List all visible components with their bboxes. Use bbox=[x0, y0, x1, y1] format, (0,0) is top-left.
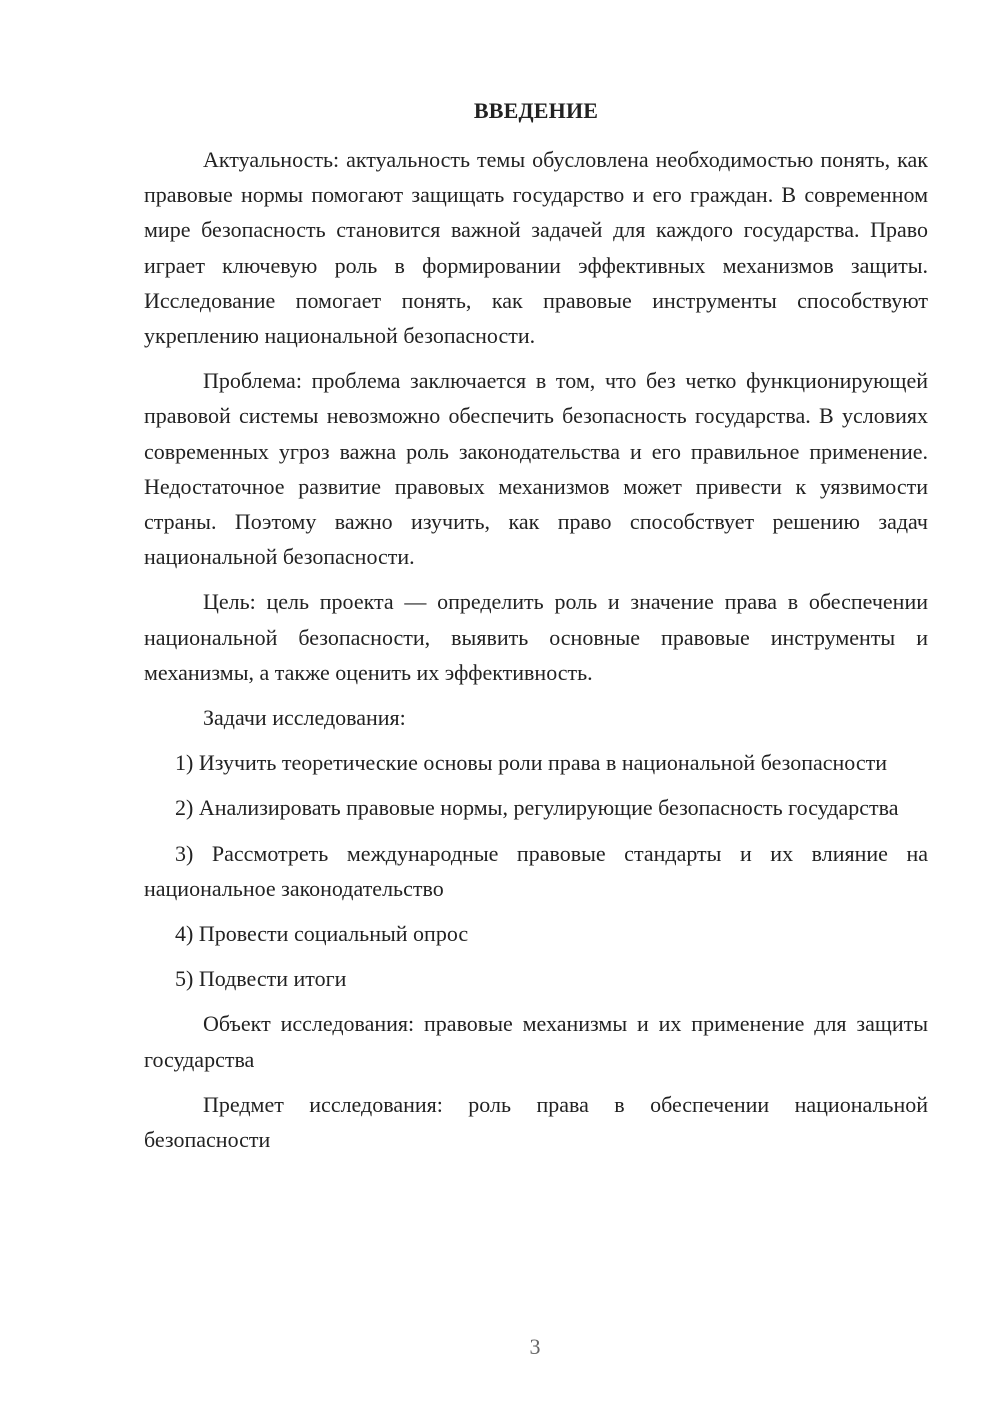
page-content bbox=[144, 94, 928, 1167]
section-heading: ВВЕДЕНИЕ bbox=[473, 98, 599, 123]
research-subject-paragraph: Предмет исследования: роль права в обеспечении национальной безопасности bbox=[144, 1091, 928, 1153]
tasks-heading: Задачи исследования: bbox=[203, 705, 406, 731]
task-item: 2) Анализировать правовые нормы, регулирующие безопасность государства bbox=[175, 795, 899, 821]
page-number: 3 bbox=[529, 1334, 541, 1359]
task-item: 1) Изучить теоретические основы роли права в национальной безопасности bbox=[175, 750, 887, 776]
task-item: 5) Подвести итоги bbox=[175, 966, 347, 992]
task-item: 3) Рассмотреть международные правовые стандарты и их влияние на национальное законодательство bbox=[144, 840, 928, 901]
goal-paragraph: Цель: цель проекта — определить роль и значение права в обеспечении национальной безопасности, выявить основные правовые инструменты и механизмы, а также оценить их эффективность. bbox=[144, 589, 928, 685]
task-item: 4) Провести социальный опрос bbox=[175, 921, 469, 947]
research-object-paragraph: Объект исследования: правовые механизмы и их применение для защиты государства bbox=[144, 1011, 928, 1072]
problem-paragraph: Проблема: проблема заключается в том, что без четко функционирующей правовой системы невозможно обеспечить безопасность государства. В условиях современных угроз важна роль законодательства и его правильное применение. Недостаточное развитие правовых механизмов может привести к уязвимости страны. Поэтому важно изучить, как право способствует решению задач национальной безопасности. bbox=[144, 368, 928, 570]
relevance-paragraph: Актуальность: актуальность темы обусловлена необходимостью понять, как правовые нормы помогают защищать государство и его граждан. В современном мире безопасность становится важной задачей для каждого государства. Право играет ключевую роль в формировании эффективных механизмов защиты. Исследование помогает понять, как правовые инструменты способствуют укреплению национальной безопасности. bbox=[144, 147, 928, 349]
